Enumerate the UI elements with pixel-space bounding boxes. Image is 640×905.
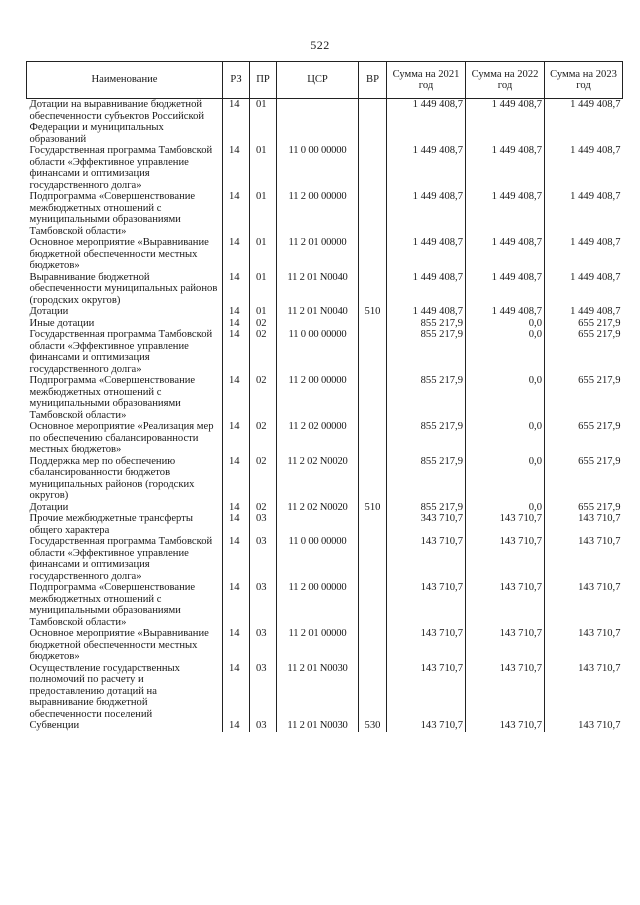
cell-name: Прочие межбюджетные трансферты общего характера (29, 513, 193, 536)
table-row (27, 191, 623, 237)
cell-sum-2023: 655 217,9 (545, 456, 623, 502)
cell-sum-2023: 143 710,7 (545, 513, 623, 536)
cell-sum-2022: 143 710,7 (466, 720, 545, 732)
cell-sum-2021: 855 217,9 (387, 421, 466, 456)
cell-pr: 03 (250, 663, 277, 721)
cell-name: Основное мероприятие «Реализация мер по обеспечению сбалансированности местных бюджетов» (29, 421, 214, 455)
table-row (27, 145, 623, 191)
header-sum-2023: Сумма на 2023 год (545, 62, 623, 99)
cell-rz: 14 (223, 375, 250, 421)
cell-sum-2021: 1 449 408,7 (387, 237, 466, 272)
cell-rz: 14 (223, 720, 250, 732)
cell-rz: 14 (223, 272, 250, 307)
cell-vr: 510 (359, 502, 387, 514)
cell-vr (359, 375, 387, 421)
table-body (27, 99, 623, 732)
budget-table (26, 61, 623, 732)
cell-pr: 02 (250, 329, 277, 375)
cell-csr: 11 2 00 00000 (277, 582, 359, 628)
cell-sum-2021: 143 710,7 (387, 582, 466, 628)
cell-name: Подпрограмма «Совершенствование межбюджетных отношений с муниципальными образованиями Тамбовской области» (29, 582, 196, 628)
table-header-row (27, 62, 623, 99)
table-row (27, 272, 623, 307)
cell-pr: 01 (250, 306, 277, 318)
header-rz: РЗ (223, 62, 250, 99)
cell-sum-2022: 0,0 (466, 375, 545, 421)
cell-pr: 01 (250, 237, 277, 272)
cell-name: Основное мероприятие «Выравнивание бюджетной обеспеченности местных бюджетов» (29, 628, 209, 662)
cell-name: Осуществление государственных полномочий по расчету и предоставлению дотаций на выравнивание бюджетной обеспеченности поселений (29, 662, 180, 720)
cell-csr: 11 0 00 00000 (277, 145, 359, 191)
cell-sum-2022: 0,0 (466, 456, 545, 502)
cell-sum-2022: 143 710,7 (466, 536, 545, 582)
cell-sum-2022: 143 710,7 (466, 582, 545, 628)
cell-name: Государственная программа Тамбовской области «Эффективное управление финансами и оптимизация государственного долга» (29, 329, 213, 375)
cell-pr: 03 (250, 582, 277, 628)
cell-csr: 11 2 02 N0020 (277, 456, 359, 502)
cell-csr: 11 2 01 00000 (277, 628, 359, 663)
cell-vr (359, 237, 387, 272)
cell-rz: 14 (223, 628, 250, 663)
cell-vr (359, 663, 387, 721)
page-number: 522 (310, 38, 330, 52)
cell-rz: 14 (223, 191, 250, 237)
cell-name: Дотации на выравнивание бюджетной обеспеченности субъектов Российской Федерации и муниципальных образований (29, 99, 205, 145)
cell-name: Иные дотации (29, 317, 95, 329)
table-row (27, 318, 623, 330)
cell-sum-2021: 855 217,9 (387, 329, 466, 375)
cell-sum-2022: 1 449 408,7 (466, 191, 545, 237)
cell-rz: 14 (223, 306, 250, 318)
cell-vr: 530 (359, 720, 387, 732)
cell-sum-2023: 143 710,7 (545, 628, 623, 663)
cell-sum-2022: 1 449 408,7 (466, 306, 545, 318)
cell-pr: 03 (250, 720, 277, 732)
cell-sum-2023: 1 449 408,7 (545, 99, 623, 146)
cell-vr (359, 145, 387, 191)
cell-pr: 03 (250, 628, 277, 663)
cell-sum-2022: 0,0 (466, 502, 545, 514)
cell-sum-2021: 143 710,7 (387, 536, 466, 582)
cell-csr: 11 2 00 00000 (277, 375, 359, 421)
cell-sum-2022: 0,0 (466, 421, 545, 456)
cell-pr: 01 (250, 191, 277, 237)
cell-sum-2023: 1 449 408,7 (545, 191, 623, 237)
cell-sum-2023: 143 710,7 (545, 663, 623, 721)
cell-name: Выравнивание бюджетной обеспеченности муниципальных районов (городских округов) (29, 271, 218, 306)
cell-vr (359, 421, 387, 456)
cell-rz: 14 (223, 502, 250, 514)
cell-name: Государственная программа Тамбовской области «Эффективное управление финансами и оптимизация государственного долга» (29, 536, 213, 582)
cell-name: Поддержка мер по обеспечению сбалансированности бюджетов муниципальных районов (городских округов) (29, 455, 195, 501)
table-row (27, 306, 623, 318)
cell-csr: 11 2 02 00000 (277, 421, 359, 456)
cell-rz: 14 (223, 329, 250, 375)
cell-name: Дотации (29, 306, 69, 317)
cell-sum-2022: 1 449 408,7 (466, 237, 545, 272)
cell-name: Государственная программа Тамбовской области «Эффективное управление финансами и оптимизация государственного долга» (29, 145, 213, 191)
cell-sum-2023: 143 710,7 (545, 582, 623, 628)
cell-sum-2023: 1 449 408,7 (545, 272, 623, 307)
cell-pr: 02 (250, 318, 277, 330)
cell-vr (359, 513, 387, 536)
cell-sum-2021: 855 217,9 (387, 375, 466, 421)
cell-pr: 02 (250, 375, 277, 421)
cell-sum-2022: 1 449 408,7 (466, 99, 545, 146)
cell-csr: 11 0 00 00000 (277, 329, 359, 375)
cell-sum-2022: 1 449 408,7 (466, 272, 545, 307)
table-row (27, 502, 623, 514)
cell-sum-2021: 343 710,7 (387, 513, 466, 536)
cell-rz: 14 (223, 318, 250, 330)
cell-vr (359, 272, 387, 307)
table-row (27, 582, 623, 628)
cell-name: Основное мероприятие «Выравнивание бюджетной обеспеченности местных бюджетов» (29, 237, 209, 271)
cell-rz: 14 (223, 145, 250, 191)
cell-pr: 03 (250, 536, 277, 582)
cell-sum-2022: 1 449 408,7 (466, 145, 545, 191)
cell-rz: 14 (223, 513, 250, 536)
cell-pr: 02 (250, 456, 277, 502)
cell-sum-2021: 143 710,7 (387, 628, 466, 663)
cell-rz: 14 (223, 237, 250, 272)
cell-sum-2021: 1 449 408,7 (387, 272, 466, 307)
cell-pr: 01 (250, 145, 277, 191)
cell-sum-2022: 0,0 (466, 318, 545, 330)
cell-pr: 02 (250, 502, 277, 514)
header-csr: ЦСР (277, 62, 359, 99)
cell-vr (359, 99, 387, 146)
cell-csr: 11 2 01 N0040 (277, 306, 359, 318)
cell-sum-2022: 143 710,7 (466, 628, 545, 663)
cell-pr: 01 (250, 272, 277, 307)
cell-sum-2021: 143 710,7 (387, 720, 466, 732)
cell-rz: 14 (223, 663, 250, 721)
cell-pr: 02 (250, 421, 277, 456)
cell-rz: 14 (223, 99, 250, 146)
cell-vr: 510 (359, 306, 387, 318)
cell-sum-2023: 655 217,9 (545, 318, 623, 330)
cell-sum-2023: 143 710,7 (545, 720, 623, 732)
cell-sum-2023: 1 449 408,7 (545, 237, 623, 272)
cell-vr (359, 456, 387, 502)
table-row (27, 237, 623, 272)
cell-sum-2023: 655 217,9 (545, 502, 623, 514)
cell-sum-2023: 143 710,7 (545, 536, 623, 582)
cell-sum-2022: 143 710,7 (466, 513, 545, 536)
cell-sum-2021: 143 710,7 (387, 663, 466, 721)
cell-sum-2022: 0,0 (466, 329, 545, 375)
cell-sum-2021: 1 449 408,7 (387, 145, 466, 191)
cell-rz: 14 (223, 536, 250, 582)
header-sum-2021: Сумма на 2021 год (387, 62, 466, 99)
table-row (27, 99, 623, 146)
cell-sum-2021: 1 449 408,7 (387, 99, 466, 146)
table-row (27, 421, 623, 456)
table-row (27, 456, 623, 502)
header-vr: ВР (359, 62, 387, 99)
cell-sum-2022: 143 710,7 (466, 663, 545, 721)
cell-name: Подпрограмма «Совершенствование межбюджетных отношений с муниципальными образованиями Тамбовской области» (29, 375, 196, 421)
table-row (27, 375, 623, 421)
cell-csr (277, 99, 359, 146)
cell-vr (359, 628, 387, 663)
cell-csr (277, 318, 359, 330)
cell-sum-2023: 1 449 408,7 (545, 145, 623, 191)
cell-vr (359, 536, 387, 582)
cell-name: Дотации (29, 501, 69, 513)
cell-vr (359, 582, 387, 628)
cell-sum-2021: 855 217,9 (387, 318, 466, 330)
cell-name: Подпрограмма «Совершенствование межбюджетных отношений с муниципальными образованиями Тамбовской области» (29, 191, 196, 237)
table-row (27, 628, 623, 663)
table-row (27, 536, 623, 582)
cell-csr: 11 2 01 00000 (277, 237, 359, 272)
cell-sum-2023: 655 217,9 (545, 329, 623, 375)
cell-sum-2021: 1 449 408,7 (387, 191, 466, 237)
cell-vr (359, 329, 387, 375)
table-row (27, 720, 623, 732)
cell-csr (277, 513, 359, 536)
header-name: Наименование (27, 62, 223, 99)
header-sum-2022: Сумма на 2022 год (466, 62, 545, 99)
cell-sum-2023: 1 449 408,7 (545, 306, 623, 318)
cell-sum-2023: 655 217,9 (545, 421, 623, 456)
cell-pr: 01 (250, 99, 277, 146)
cell-sum-2021: 855 217,9 (387, 456, 466, 502)
cell-sum-2021: 855 217,9 (387, 502, 466, 514)
cell-csr: 11 2 01 N0030 (277, 663, 359, 721)
cell-rz: 14 (223, 421, 250, 456)
cell-csr: 11 2 01 N0040 (277, 272, 359, 307)
cell-pr: 03 (250, 513, 277, 536)
table-row (27, 663, 623, 721)
cell-vr (359, 191, 387, 237)
cell-name: Субвенции (29, 720, 80, 731)
cell-sum-2023: 655 217,9 (545, 375, 623, 421)
cell-sum-2021: 1 449 408,7 (387, 306, 466, 318)
cell-vr (359, 318, 387, 330)
cell-csr: 11 0 00 00000 (277, 536, 359, 582)
cell-csr: 11 2 01 N0030 (277, 720, 359, 732)
header-pr: ПР (250, 62, 277, 99)
table-row (27, 513, 623, 536)
cell-csr: 11 2 02 N0020 (277, 502, 359, 514)
table-row (27, 329, 623, 375)
cell-csr: 11 2 00 00000 (277, 191, 359, 237)
cell-rz: 14 (223, 582, 250, 628)
cell-rz: 14 (223, 456, 250, 502)
